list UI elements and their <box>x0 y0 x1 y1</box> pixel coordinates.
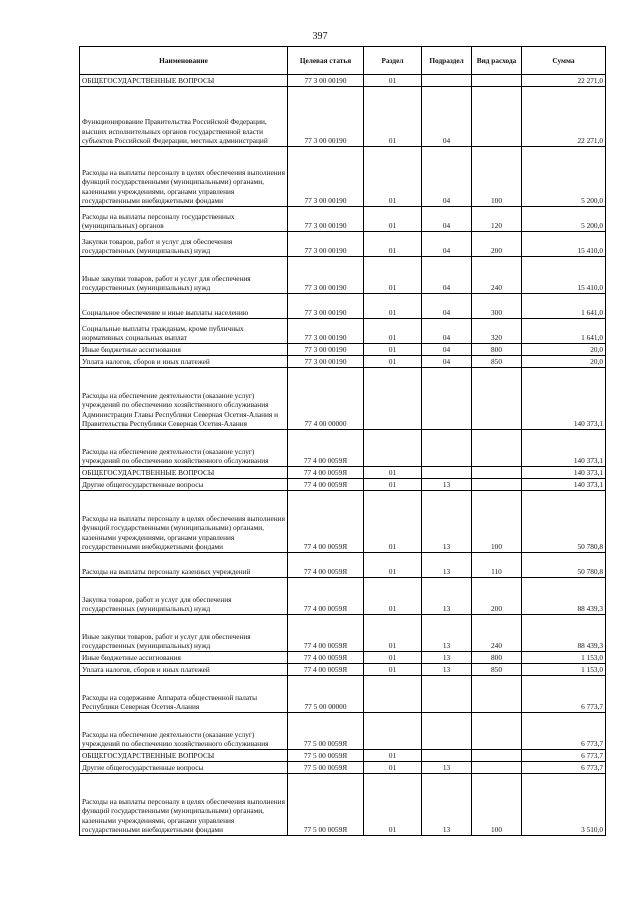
header-sum: Сумма <box>522 47 606 75</box>
row-subsection: 04 <box>422 294 472 319</box>
row-section <box>364 368 422 430</box>
row-section: 01 <box>364 257 422 294</box>
row-expense-type <box>472 750 522 762</box>
row-code: 77 4 00 00000 <box>288 368 364 430</box>
row-name: Иные бюджетные ассигнования <box>80 344 288 356</box>
row-name: Расходы на обеспечение деятельности (оказание услуг) учреждений по обеспечению хозяйственного обслуживания <box>80 713 288 750</box>
row-name: Расходы на выплаты персоналу в целях обеспечения выполнения функций государственными (муниципальными) органами, казенными учреждениями, органами управления государственными внебюджетными фондами <box>80 491 288 553</box>
table-row <box>80 87 606 147</box>
row-code: 77 3 00 00190 <box>288 75 364 87</box>
table-row <box>80 467 606 479</box>
row-sum: 50 780,8 <box>522 553 606 578</box>
row-code: 77 4 00 0059Я <box>288 491 364 553</box>
table-row <box>80 664 606 676</box>
row-subsection <box>422 368 472 430</box>
row-code: 77 3 00 00190 <box>288 257 364 294</box>
row-section: 01 <box>364 553 422 578</box>
table-row <box>80 713 606 750</box>
row-code: 77 4 00 0059Я <box>288 652 364 664</box>
row-section: 01 <box>364 207 422 232</box>
row-subsection: 13 <box>422 553 472 578</box>
row-subsection: 04 <box>422 207 472 232</box>
row-subsection: 13 <box>422 664 472 676</box>
table-row <box>80 319 606 344</box>
row-section: 01 <box>364 294 422 319</box>
header-section: Раздел <box>364 47 422 75</box>
table-row <box>80 368 606 430</box>
row-code: 77 3 00 00190 <box>288 207 364 232</box>
row-section: 01 <box>364 356 422 368</box>
table-row <box>80 294 606 319</box>
table-header-row <box>80 47 606 75</box>
table-row <box>80 676 606 713</box>
row-section: 01 <box>364 774 422 836</box>
row-expense-type: 100 <box>472 491 522 553</box>
row-section: 01 <box>364 652 422 664</box>
row-subsection: 04 <box>422 87 472 147</box>
row-subsection: 13 <box>422 762 472 774</box>
row-expense-type: 240 <box>472 615 522 652</box>
row-sum: 22 271,0 <box>522 87 606 147</box>
row-expense-type: 850 <box>472 356 522 368</box>
row-name: Другие общегосударственные вопросы <box>80 762 288 774</box>
row-name: Социальные выплаты гражданам, кроме публичных нормативных социальных выплат <box>80 319 288 344</box>
row-sum: 88 439,3 <box>522 615 606 652</box>
row-code: 77 5 00 0059Я <box>288 762 364 774</box>
row-expense-type <box>472 713 522 750</box>
row-section: 01 <box>364 491 422 553</box>
page-number: 397 <box>312 31 328 42</box>
row-name: Расходы на содержание Аппарата общественной палаты Республики Северная Осетия-Алания <box>80 676 288 713</box>
row-expense-type <box>472 430 522 467</box>
table-row <box>80 344 606 356</box>
row-code: 77 3 00 00190 <box>288 147 364 207</box>
header-name: Наименование <box>80 47 288 75</box>
row-section <box>364 676 422 713</box>
table-row <box>80 147 606 207</box>
row-name: Уплата налогов, сборов и иных платежей <box>80 664 288 676</box>
row-code: 77 5 00 0059Я <box>288 774 364 836</box>
row-subsection <box>422 467 472 479</box>
row-sum: 6 773,7 <box>522 762 606 774</box>
row-expense-type: 800 <box>472 344 522 356</box>
row-subsection: 04 <box>422 319 472 344</box>
row-expense-type <box>472 676 522 713</box>
row-sum: 5 200,0 <box>522 147 606 207</box>
row-code: 77 5 00 0059Я <box>288 750 364 762</box>
row-code: 77 3 00 00190 <box>288 87 364 147</box>
table-row <box>80 750 606 762</box>
row-section: 01 <box>364 750 422 762</box>
row-code: 77 4 00 0059Я <box>288 664 364 676</box>
table-row <box>80 75 606 87</box>
row-section: 01 <box>364 87 422 147</box>
row-subsection: 13 <box>422 652 472 664</box>
row-section: 01 <box>364 467 422 479</box>
row-subsection <box>422 750 472 762</box>
row-name: ОБЩЕГОСУДАРСТВЕННЫЕ ВОПРОСЫ <box>80 467 288 479</box>
row-name: Закупка товаров, работ и услуг для обеспечения государственных (муниципальных) нужд <box>80 578 288 615</box>
row-sum: 6 773,7 <box>522 676 606 713</box>
row-subsection: 13 <box>422 578 472 615</box>
row-name: Расходы на обеспечение деятельности (оказание услуг) учреждений по обеспечению хозяйственного обслуживания <box>80 430 288 467</box>
row-sum: 15 410,0 <box>522 257 606 294</box>
row-sum: 50 780,8 <box>522 491 606 553</box>
table-row <box>80 762 606 774</box>
row-section <box>364 713 422 750</box>
row-name: ОБЩЕГОСУДАРСТВЕННЫЕ ВОПРОСЫ <box>80 75 288 87</box>
table-row <box>80 207 606 232</box>
row-expense-type: 240 <box>472 257 522 294</box>
row-expense-type: 100 <box>472 147 522 207</box>
row-code: 77 4 00 0059Я <box>288 578 364 615</box>
row-expense-type: 300 <box>472 294 522 319</box>
row-sum: 6 773,7 <box>522 713 606 750</box>
row-subsection: 04 <box>422 356 472 368</box>
header-expense-type: Вид расхода <box>472 47 522 75</box>
row-sum: 140 373,1 <box>522 430 606 467</box>
row-subsection: 04 <box>422 147 472 207</box>
row-name: Расходы на выплаты персоналу казенных учреждений <box>80 553 288 578</box>
row-subsection: 04 <box>422 344 472 356</box>
row-expense-type <box>472 87 522 147</box>
row-expense-type: 850 <box>472 664 522 676</box>
row-expense-type: 120 <box>472 207 522 232</box>
row-sum: 1 641,0 <box>522 319 606 344</box>
row-name: Другие общегосударственные вопросы <box>80 479 288 491</box>
row-section: 01 <box>364 232 422 257</box>
row-name: Расходы на выплаты персоналу государственных (муниципальных) органов <box>80 207 288 232</box>
row-code: 77 4 00 0059Я <box>288 467 364 479</box>
row-section: 01 <box>364 664 422 676</box>
row-code: 77 5 00 00000 <box>288 676 364 713</box>
row-subsection <box>422 75 472 87</box>
row-name: Социальное обеспечение и иные выплаты населению <box>80 294 288 319</box>
table-row <box>80 553 606 578</box>
row-sum: 20,0 <box>522 356 606 368</box>
row-code: 77 3 00 00190 <box>288 356 364 368</box>
row-subsection: 04 <box>422 257 472 294</box>
row-sum: 20,0 <box>522 344 606 356</box>
row-expense-type: 200 <box>472 578 522 615</box>
row-code: 77 3 00 00190 <box>288 319 364 344</box>
row-section: 01 <box>364 578 422 615</box>
table-row <box>80 430 606 467</box>
row-expense-type <box>472 368 522 430</box>
row-sum: 140 373,1 <box>522 479 606 491</box>
header-subsection: Подраздел <box>422 47 472 75</box>
row-section <box>364 430 422 467</box>
table-row <box>80 615 606 652</box>
row-section: 01 <box>364 615 422 652</box>
row-code: 77 3 00 00190 <box>288 344 364 356</box>
table-row <box>80 257 606 294</box>
table-row <box>80 356 606 368</box>
table-body <box>80 75 606 836</box>
row-section: 01 <box>364 479 422 491</box>
row-subsection: 04 <box>422 232 472 257</box>
row-name: Закупки товаров, работ и услуг для обеспечения государственных (муниципальных) нужд <box>80 232 288 257</box>
row-code: 77 4 00 0059Я <box>288 615 364 652</box>
header-code: Целевая статья <box>288 47 364 75</box>
row-expense-type: 800 <box>472 652 522 664</box>
row-subsection: 13 <box>422 479 472 491</box>
row-section: 01 <box>364 147 422 207</box>
row-sum: 15 410,0 <box>522 232 606 257</box>
row-subsection <box>422 430 472 467</box>
row-name: Расходы на выплаты персоналу в целях обеспечения выполнения функций государственными (муниципальными) органами, казенными учреждениями, органами управления государственными внебюджетными фондами <box>80 147 288 207</box>
row-name: Расходы на обеспечение деятельности (оказание услуг) учреждений по обеспечению хозяйственного обслуживания Администрации Главы Республики Северная Осетия-Алания и Правительства Республики Северная Осетия-Алания <box>80 368 288 430</box>
row-sum: 1 153,0 <box>522 652 606 664</box>
row-sum: 1 641,0 <box>522 294 606 319</box>
row-code: 77 5 00 0059Я <box>288 713 364 750</box>
row-sum: 22 271,0 <box>522 75 606 87</box>
row-sum: 140 373,1 <box>522 368 606 430</box>
row-sum: 140 373,1 <box>522 467 606 479</box>
row-name: Иные закупки товаров, работ и услуг для обеспечения государственных (муниципальных) нужд <box>80 257 288 294</box>
row-code: 77 4 00 0059Я <box>288 479 364 491</box>
row-expense-type: 200 <box>472 232 522 257</box>
row-subsection: 13 <box>422 615 472 652</box>
row-section: 01 <box>364 762 422 774</box>
row-sum: 3 510,0 <box>522 774 606 836</box>
table-row <box>80 479 606 491</box>
row-expense-type: 100 <box>472 774 522 836</box>
row-expense-type <box>472 75 522 87</box>
table-row <box>80 774 606 836</box>
row-code: 77 4 00 0059Я <box>288 430 364 467</box>
row-expense-type <box>472 467 522 479</box>
row-code: 77 3 00 00190 <box>288 294 364 319</box>
row-name: ОБЩЕГОСУДАРСТВЕННЫЕ ВОПРОСЫ <box>80 750 288 762</box>
row-subsection: 13 <box>422 491 472 553</box>
row-sum: 6 773,7 <box>522 750 606 762</box>
row-expense-type: 110 <box>472 553 522 578</box>
row-name: Иные бюджетные ассигнования <box>80 652 288 664</box>
row-expense-type <box>472 762 522 774</box>
row-expense-type: 320 <box>472 319 522 344</box>
table-row <box>80 578 606 615</box>
row-code: 77 4 00 0059Я <box>288 553 364 578</box>
row-subsection: 13 <box>422 774 472 836</box>
row-sum: 1 153,0 <box>522 664 606 676</box>
row-name: Уплата налогов, сборов и иных платежей <box>80 356 288 368</box>
row-sum: 88 439,3 <box>522 578 606 615</box>
row-subsection <box>422 713 472 750</box>
row-section: 01 <box>364 75 422 87</box>
row-section: 01 <box>364 319 422 344</box>
budget-table <box>79 46 606 836</box>
row-code: 77 3 00 00190 <box>288 232 364 257</box>
row-name: Расходы на выплаты персоналу в целях обеспечения выполнения функций государственными (муниципальными) органами, казенными учреждениями, органами управления государственными внебюджетными фондами <box>80 774 288 836</box>
table-row <box>80 232 606 257</box>
row-expense-type <box>472 479 522 491</box>
row-name: Иные закупки товаров, работ и услуг для обеспечения государственных (муниципальных) нужд <box>80 615 288 652</box>
row-sum: 5 200,0 <box>522 207 606 232</box>
row-name: Функционирование Правительства Российской Федерации, высших исполнительных органов государственной власти субъектов Российской Федерации, местных администраций <box>80 87 288 147</box>
table-row <box>80 491 606 553</box>
row-section: 01 <box>364 344 422 356</box>
table-row <box>80 652 606 664</box>
row-subsection <box>422 676 472 713</box>
